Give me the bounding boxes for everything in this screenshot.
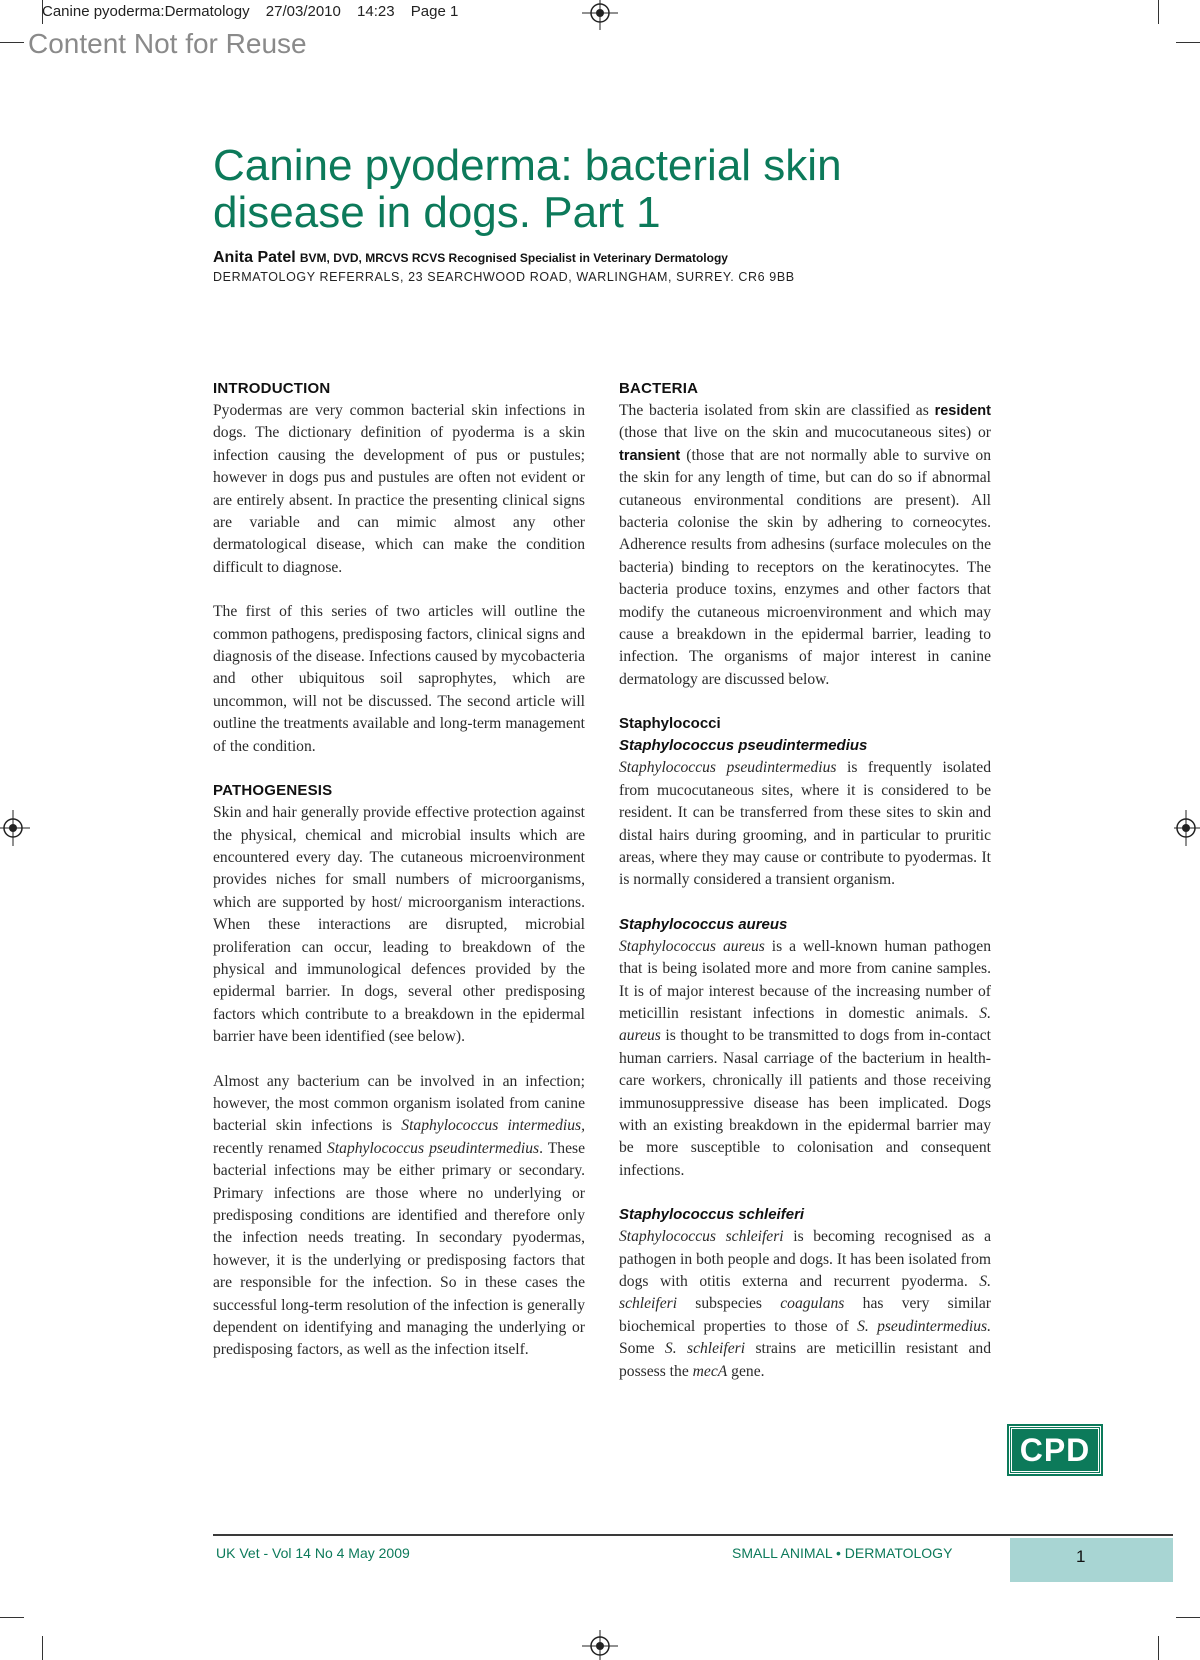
- term-transient: transient: [619, 447, 681, 464]
- subheading-s-aureus: Staphylococcus aureus: [619, 915, 788, 933]
- crop-mark: [1158, 0, 1159, 24]
- paragraph: The bacteria isolated from skin are classified as resident (those that live on the skin and mucocutaneous sites) or transient (those that are not normally able to survive on the skin for any length of time, but can do so if abnormal cutaneous environmental conditions are present). All bacteria colonise the skin by adhering to corneocytes. Adherence results from adhesins (surface molecules on the bacteria) binding to receptors on the keratinocytes. The bacteria produce toxins, enzymes and other factors that modify the cutaneous microenvironment and which may cause a breakdown in the epidermal barrier, leading to infection. The organisms of major interest in canine dermatology are discussed below.: [619, 402, 991, 688]
- section-heading-pathogenesis: PATHOGENESIS: [213, 782, 333, 800]
- crop-mark: [1176, 1617, 1200, 1618]
- author-credentials: BVM, DVD, MRCVS RCVS Recognised Specialist in Veterinary Dermatology: [299, 251, 728, 265]
- slug-time: 14:23: [357, 3, 395, 20]
- reuse-watermark: Content Not for Reuse: [28, 28, 307, 59]
- crop-mark: [0, 1617, 24, 1618]
- slug-filename: Canine pyoderma:Dermatology: [42, 3, 250, 20]
- cpd-badge: CPD: [1009, 1426, 1101, 1474]
- section-heading-introduction: INTRODUCTION: [213, 380, 331, 397]
- paragraph: Almost any bacterium can be involved in an infection; however, the most common organism isolated from canine bacterial skin infections is Staphylococcus intermedius, recently renamed Staphylococcus pseudintermedius. These bacterial infections may be either primary or secondary. Primary infections are those where no underlying or predisposing conditions are identified and therefore only the infection needs treating. In secondary pyodermas, however, it is the underlying or predisposing factors that are responsible for the infection. So in these cases the successful long-term resolution of the infection is generally dependent on identifying and managing the underlying or predisposing factors, as well as the infection itself.: [213, 1072, 586, 1359]
- right-column: [619, 378, 991, 1383]
- page-number-box: [1010, 1538, 1173, 1582]
- paragraph: Staphylococcus schleiferi is becoming recognised as a pathogen in both people and dogs. It has been isolated from dogs with otitis externa and recurrent pyoderma. S. schleiferi subspecies coagulans has very similar biochemical properties to those of S. pseudintermedius. Some S. schleiferi strains are meticillin resistant and possess the mecA gene.: [619, 1228, 991, 1380]
- page-number: 1: [1076, 1547, 1086, 1566]
- author-address: DERMATOLOGY REFERRALS, 23 SEARCHWOOD ROAD, WARLINGHAM, SURREY. CR6 9BB: [213, 270, 795, 284]
- registration-mark-icon: [582, 0, 618, 36]
- slug-date: 27/03/2010: [265, 3, 341, 20]
- footer-rule: [213, 1534, 1173, 1536]
- footer-journal: UK Vet - Vol 14 No 4 May 2009: [216, 1545, 410, 1561]
- paragraph: Skin and hair generally provide effective protection against the physical, chemical and microbial insults which are encountered every day. The cutaneous microenvironment provides niches for small numbers of microorganisms, which are supported by host/ microorganism interactions. When these interactions are disrupted, microbial proliferation can occur, leading to breakdown of the physical and immunological defences provided by the epidermal barrier. In dogs, several other predisposing factors which contribute to a breakdown in the epidermal barrier have been identified (see below).: [213, 804, 585, 1046]
- left-column: [213, 378, 585, 1362]
- subheading-s-schleiferi: Staphylococcus schleiferi: [619, 1206, 805, 1224]
- author-line: [213, 249, 728, 267]
- author-name: Anita Patel: [213, 249, 296, 266]
- subheading-s-pseudintermedius: Staphylococcus pseudintermedius: [619, 737, 868, 755]
- footer-section: SMALL ANIMAL • DERMATOLOGY: [732, 1545, 953, 1561]
- crop-mark: [0, 42, 24, 43]
- registration-mark-icon: [582, 1624, 618, 1660]
- subheading-staphylococci: Staphylococci: [619, 715, 721, 733]
- slug-page: Page 1: [410, 3, 459, 20]
- paragraph: Pyodermas are very common bacterial skin infections in dogs. The dictionary definition of pyoderma is a skin infection causing the development of pus or pustules; however in dogs pus and pustules are often not evident or are entirely absent. In practice the presenting clinical signs are variable and can mimic almost any other dermatological disease, which can make the condition difficult to diagnose.: [213, 402, 585, 576]
- crop-mark: [1158, 1636, 1159, 1660]
- crop-mark: [1176, 42, 1200, 43]
- section-heading-bacteria: BACTERIA: [619, 380, 699, 397]
- term-resident: resident: [934, 403, 991, 419]
- article-title: Canine pyoderma: bacterial skin disease in dogs. Part 1: [213, 141, 842, 237]
- registration-mark-icon: [1168, 810, 1200, 846]
- paragraph: Staphylococcus aureus is a well-known human pathogen that is being isolated more and more from canine samples. It is of major interest because of the increasing number of meticillin resistant infections in domestic animals. S. aureus is thought to be transmitted to dogs from in-contact human carriers. Nasal carriage of the bacterium in health-care workers, chronically ill patients and those receiving immunosuppressive disease has been implicated. Dogs with an existing breakdown in the epidermal barrier may be more susceptible to colonisation and consequent infections.: [619, 937, 992, 1179]
- print-slug: [42, 3, 470, 20]
- paragraph: Staphylococcus pseudintermedius is frequently isolated from mucocutaneous sites, where it is considered to be resident. It can be transferred from these sites to skin and distal hairs during grooming, and in particular to pruritic areas, where they may cause or contribute to pyodermas. It is normally considered a transient organism.: [619, 759, 991, 889]
- registration-mark-icon: [0, 810, 36, 846]
- paragraph: The first of this series of two articles will outline the common pathogens, predisposing factors, clinical signs and diagnosis of the disease. Infections caused by mycobacteria and other ubiquitous soil saprophytes, which are uncommon, will not be discussed. The second article will outline the treatments available and long-term management of the condition.: [213, 603, 585, 755]
- crop-mark: [42, 1636, 43, 1660]
